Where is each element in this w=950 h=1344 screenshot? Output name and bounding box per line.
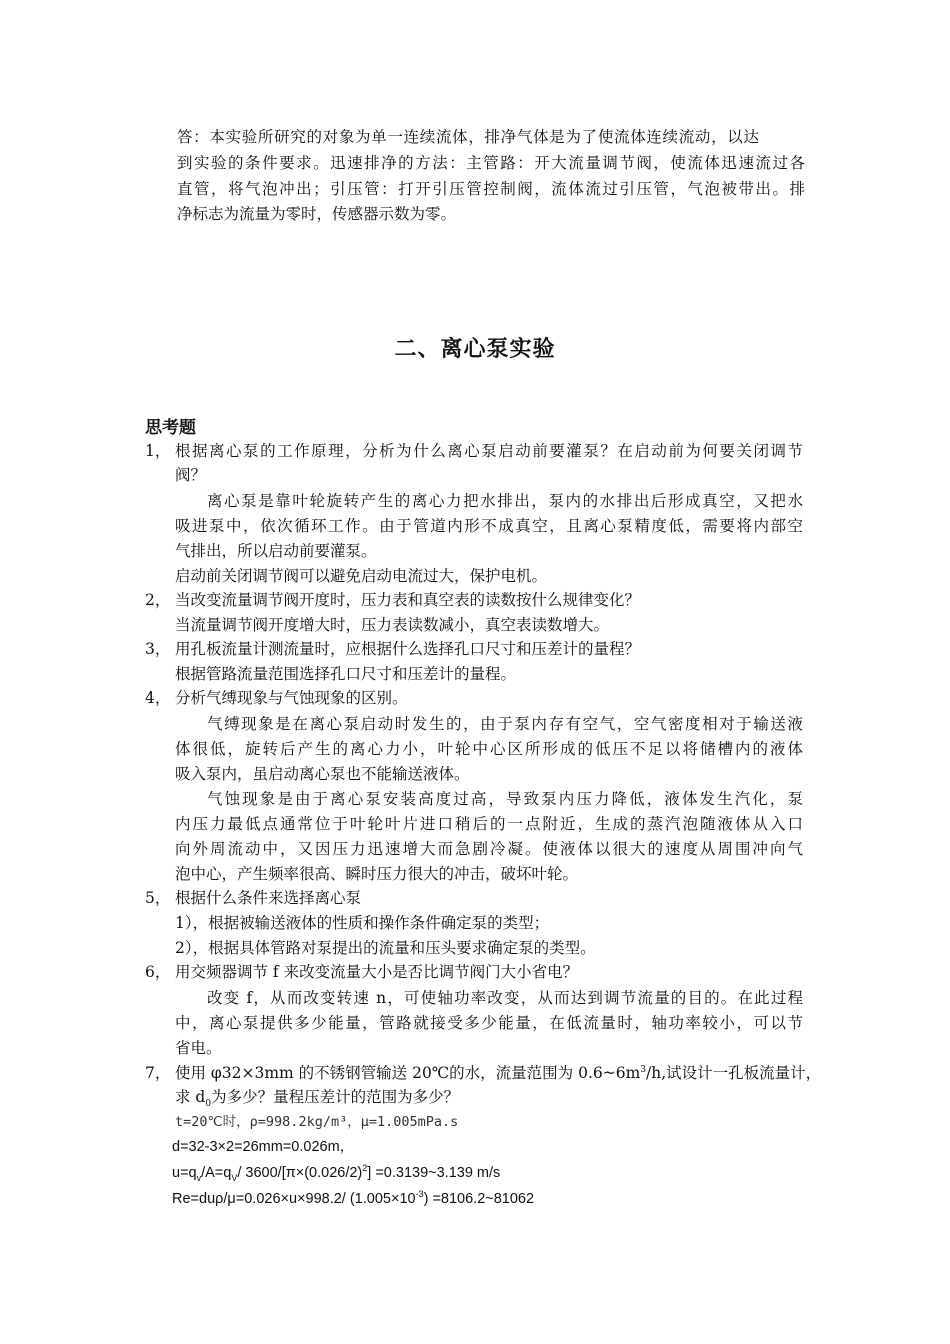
- q7-text-c: 求 d: [175, 1088, 206, 1106]
- q7-text-b: /h,试设计一孔板流量计，: [646, 1064, 822, 1082]
- q7-subscript: 0: [205, 1099, 212, 1110]
- calc-line-1: t=20℃时，ρ=998.2kg/m³，μ=1.005mPa.s: [175, 1114, 459, 1130]
- question-text: 根据离心泵的工作原理，分析为什么离心泵启动前要灌泵？在启动前为何要关闭调节: [175, 442, 803, 460]
- calc-3-sub1: v: [196, 1172, 202, 1183]
- q7-superscript: 3: [640, 1064, 647, 1075]
- calc-4b: ) =8106.2~81062: [423, 1191, 535, 1207]
- answer-text: 根据管路流量范围选择孔口尺寸和压差计的量程。: [175, 665, 517, 683]
- intro-line-3: 直管，将气泡冲出；引压管：打开引压管控制阀，流体流过引压管，气泡被带出。排: [177, 180, 805, 198]
- calc-3-sub2: V: [231, 1172, 238, 1183]
- q7-text-d: 为多少？量程压差计的范围为多少？: [211, 1088, 460, 1106]
- calc-line-2: d=32-3×2=26mm=0.026m，: [172, 1139, 355, 1155]
- calc-3b: /A=q: [201, 1165, 232, 1181]
- answer-text: 改变 f，从而改变转速 n，可使轴功率改变，从而达到调节流量的目的。在此过程: [207, 989, 803, 1007]
- question-text: [175, 1061, 821, 1085]
- answer-text: 吸入泵内，虽启动离心泵也不能输送液体。: [175, 765, 470, 783]
- calc-4-sup: -3: [415, 1189, 424, 1200]
- calc-3-sup: 2: [362, 1163, 368, 1174]
- question-number: 4，: [145, 689, 171, 707]
- question-number: 7，: [145, 1064, 171, 1082]
- answer-text: 内压力最低点通常位于叶轮叶片进口稍后的一点附近，生成的蒸汽泡随液体从入口: [175, 815, 803, 833]
- answer-text: 离心泵是靠叶轮旋转产生的离心力把水排出，泵内的水排出后形成真空，又把水: [207, 492, 803, 510]
- answer-text: 吸进泵中，依次循环工作。由于管道内形不成真空，且离心泵精度低，需要将内部空: [175, 517, 803, 535]
- question-text: 阀？: [175, 466, 207, 484]
- answer-text: 1），根据被输送液体的性质和操作条件确定泵的类型；: [175, 914, 550, 932]
- calc-3d: ] =0.3139~3.139 m/s: [367, 1165, 501, 1181]
- section-heading: 思考题: [145, 418, 196, 438]
- answer-text: 2），根据具体管路对泵提出的流量和压头要求确定泵的类型。: [175, 939, 596, 957]
- calc-4a: Re=duρ/μ=0.026×u×998.2/ (1.005×10: [172, 1191, 416, 1207]
- answer-text: 气缚现象是在离心泵启动时发生的，由于泵内存有空气，空气密度相对于输送液: [207, 715, 803, 733]
- question-text: 根据什么条件来选择离心泵: [175, 889, 362, 907]
- answer-text: 体很低，旋转后产生的离心力小，叶轮中心区所形成的低压不足以将储槽内的液体: [175, 740, 803, 758]
- question-number: 3，: [145, 640, 171, 658]
- question-number: 6，: [145, 963, 171, 981]
- question-text: [175, 1085, 459, 1109]
- answer-text: 启动前关闭调节阀可以避免启动电流过大，保护电机。: [175, 567, 548, 585]
- intro-line-4: 净标志为流量为零时，传感器示数为零。: [177, 205, 457, 223]
- answer-text: 当流量调节阀开度增大时，压力表读数减小，真空表读数增大。: [175, 616, 610, 634]
- answer-text: 气蚀现象是由于离心泵安装高度过高，导致泵内压力降低，液体发生汽化，泵: [207, 790, 803, 808]
- question-number: 2，: [145, 591, 171, 609]
- section-title: 二、离心泵实验: [394, 336, 556, 362]
- question-text: 用孔板流量计测流量时，应根据什么选择孔口尺寸和压差计的量程？: [175, 640, 641, 658]
- calc-3a: u=q: [172, 1165, 197, 1181]
- calc-line-3: [172, 1161, 500, 1185]
- calc-line-4: [172, 1187, 534, 1211]
- answer-text: 泡中心，产生频率很高、瞬时压力很大的冲击，破坏叶轮。: [175, 865, 579, 883]
- q7-text-a: 使用 φ32×3mm 的不锈钢管输送 20℃的水，流量范围为 0.6~6m: [175, 1064, 641, 1082]
- question-text: 当改变流量调节阀开度时，压力表和真空表的读数按什么规律变化？: [175, 591, 641, 609]
- question-number: 5，: [145, 889, 171, 907]
- intro-line-2: 到实验的条件要求。迅速排净的方法：主管路：开大流量调节阀，使流体迅速流过各: [177, 154, 805, 172]
- question-text: 用交频器调节 f 来改变流量大小是否比调节阀门大小省电？: [175, 963, 579, 981]
- intro-line-1: 答：本实验所研究的对象为单一连续流体，排净气体是为了使流体连续流动，以达: [177, 128, 759, 146]
- answer-text: 气排出，所以启动前要灌泵。: [175, 542, 377, 560]
- calc-3c: / 3600/[π×(0.026/2): [237, 1165, 363, 1181]
- answer-text: 中，离心泵提供多少能量，管路就接受多少能量，在低流量时，轴功率较小，可以节: [175, 1014, 803, 1032]
- answer-text: 向外周流动中，又因压力迅速增大而急剧冷凝。使液体以很大的速度从周围冲向气: [175, 840, 803, 858]
- question-number: 1，: [145, 442, 171, 460]
- question-text: 分析气缚现象与气蚀现象的区别。: [175, 689, 408, 707]
- answer-text: 省电。: [175, 1039, 222, 1057]
